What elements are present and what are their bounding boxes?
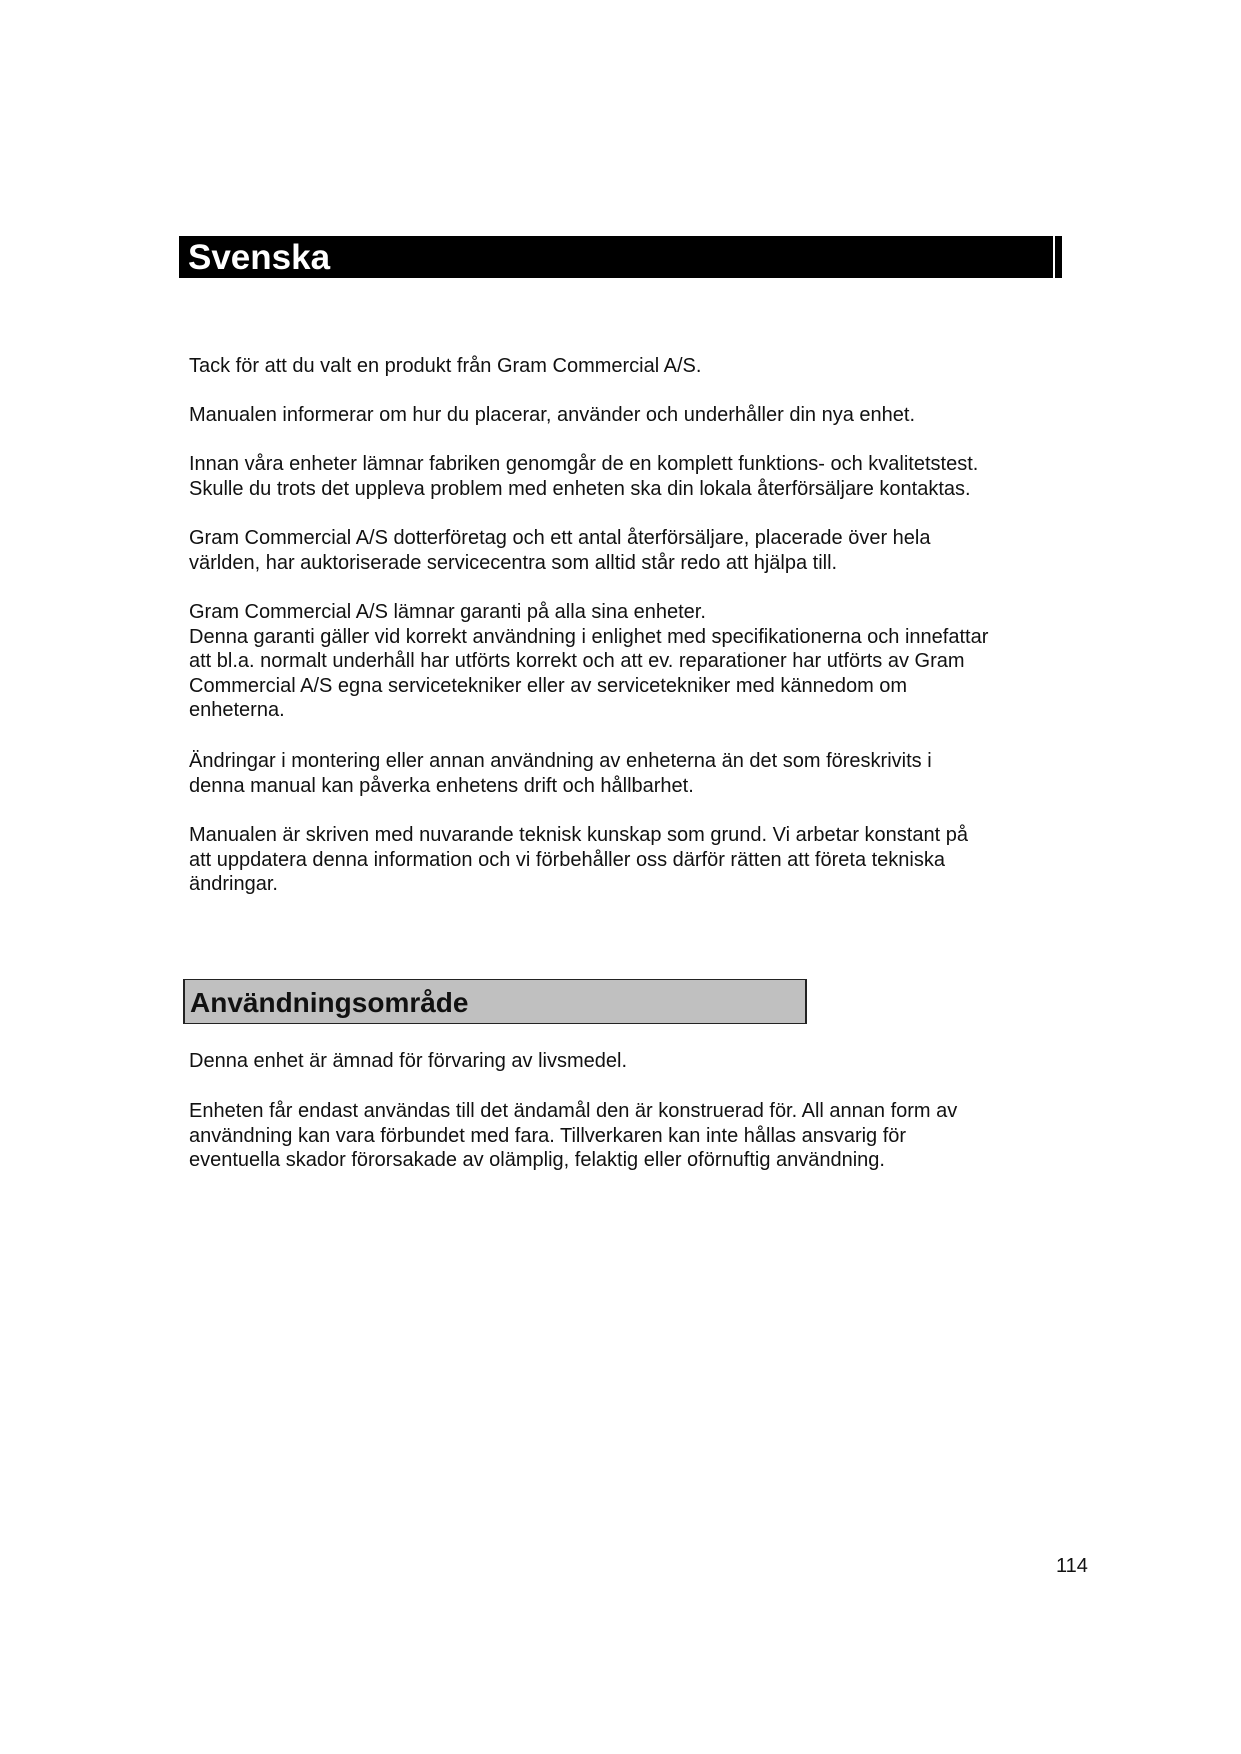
intro-paragraph-3 xyxy=(189,452,1069,501)
intro-paragraph-1 xyxy=(189,354,1069,379)
warranty-line-2: Denna garanti gäller vid korrekt användning i enlighet med specifikationerna och innefattar xyxy=(189,625,989,648)
intro-paragraph-4 xyxy=(189,526,1069,575)
usage-line-1: Enheten får endast användas till det ändamål den är konstruerad för. All annan form av xyxy=(189,1100,958,1122)
language-title-bar xyxy=(179,236,1062,278)
page-title: Svenska xyxy=(188,238,331,277)
modification-line-2: denna manual kan påverka enhetens drift och hållbarhet. xyxy=(189,774,694,797)
usage-line-3: eventuella skador förorsakade av olämplig, felaktig eller oförnuftig användning. xyxy=(189,1149,885,1171)
intro-paragraph-2 xyxy=(189,403,1069,428)
modification-line-1: Ändringar i montering eller annan användning av enheterna än det som föreskrivits i xyxy=(189,750,932,772)
technical-paragraph xyxy=(189,823,1069,897)
usage-line-2: användning kan vara förbundet med fara. Tillverkaren kan inte hållas ansvarig för xyxy=(189,1124,907,1147)
usage-paragraph-1-text: Denna enhet är ämnad för förvaring av livsmedel. xyxy=(189,1050,628,1072)
intro-paragraph-3-line-1: Innan våra enheter lämnar fabriken genomgår de en komplett funktions- och kvalitetstest. xyxy=(189,453,979,475)
warranty-line-4: Commercial A/S egna servicetekniker eller av servicetekniker med kännedom om xyxy=(189,674,908,697)
technical-line-1: Manualen är skriven med nuvarande teknisk kunskap som grund. Vi arbetar konstant på xyxy=(189,824,968,846)
section-heading-box xyxy=(183,979,807,1024)
usage-paragraph-1 xyxy=(189,1049,1069,1074)
section-heading: Användningsområde xyxy=(190,987,469,1018)
warranty-line-5: enheterna. xyxy=(189,699,285,721)
page-number: 114 xyxy=(1056,1555,1088,1577)
intro-paragraph-2-text: Manualen informerar om hur du placerar, använder och underhåller din nya enhet. xyxy=(189,404,915,426)
intro-paragraph-4-line-1: Gram Commercial A/S dotterföretag och ett antal återförsäljare, placerade över hela xyxy=(189,527,931,549)
warranty-paragraph xyxy=(189,600,1069,723)
intro-paragraph-3-line-2: Skulle du trots det uppleva problem med enheten ska din lokala återförsäljare kontaktas. xyxy=(189,477,971,500)
warranty-line-1: Gram Commercial A/S lämnar garanti på alla sina enheter. xyxy=(189,601,706,623)
intro-paragraph-1-text: Tack för att du valt en produkt från Gram Commercial A/S. xyxy=(189,355,702,377)
modification-paragraph xyxy=(189,749,1069,798)
warranty-line-3: att bl.a. normalt underhåll har utförts korrekt och att ev. reparationer har utförts av Gram xyxy=(189,650,965,672)
technical-line-2: att uppdatera denna information och vi förbehåller oss därför rätten att företa tekniska xyxy=(189,848,945,871)
technical-line-3: ändringar. xyxy=(189,873,278,895)
usage-paragraph-2 xyxy=(189,1099,1069,1173)
intro-paragraph-4-line-2: världen, har auktoriserade servicecentra som alltid står redo att hjälpa till. xyxy=(189,551,838,574)
